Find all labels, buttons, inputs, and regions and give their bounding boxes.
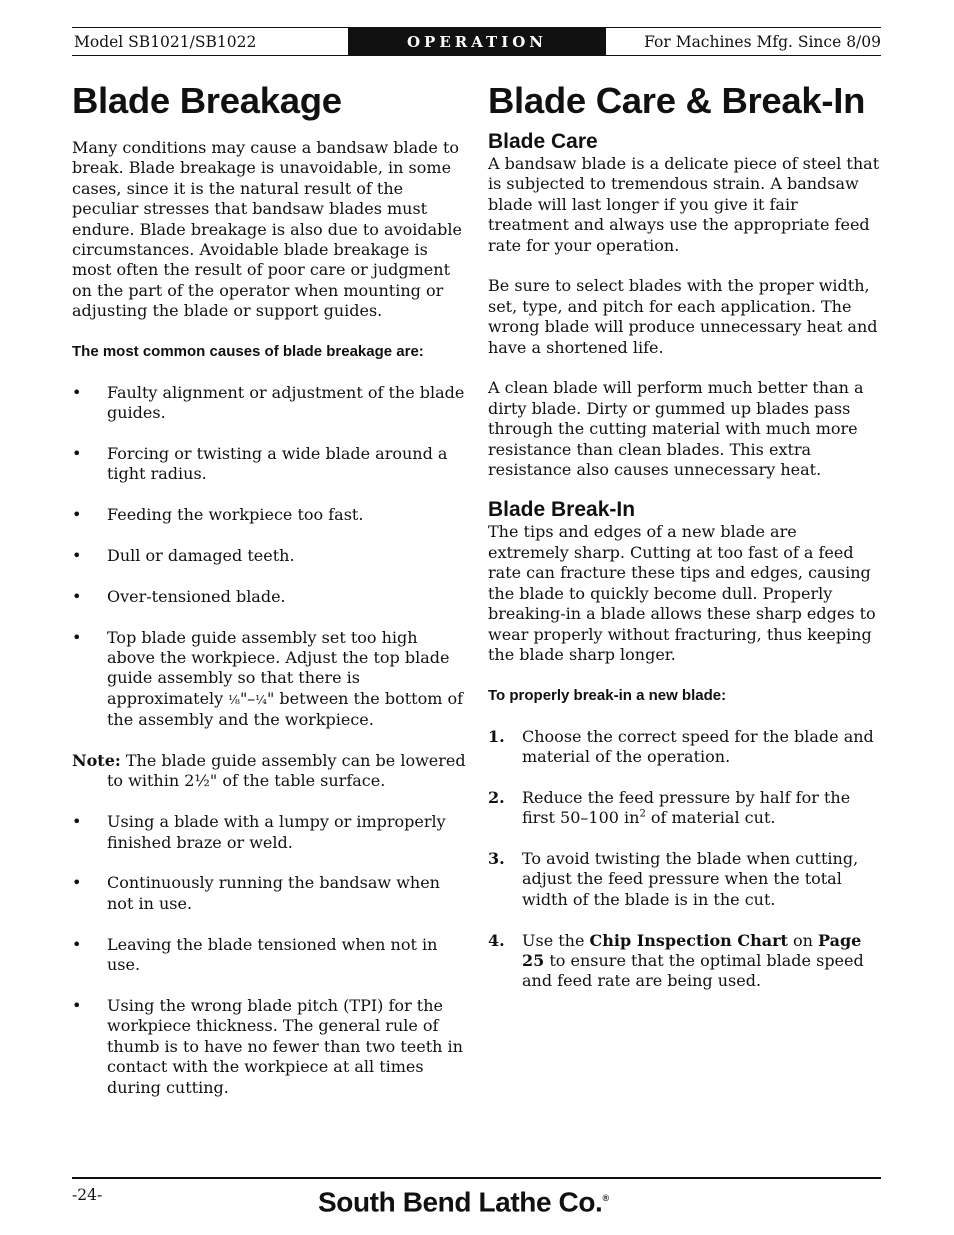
cause-text: [107, 628, 463, 730]
machines-label: For Machines Mfg. Since 8/09: [644, 32, 881, 51]
care-paragraph-2: Be sure to select blades with the proper width, set, type, and pitch for each application. The wrong blade will produce unnecessary heat and have a shortened life.: [488, 276, 878, 357]
cause-text: Using the wrong blade pitch (TPI) for the workpiece thickness. The general rule of thumb is to have no fewer than two teeth in contact with the workpiece at all times during cutting.: [107, 995, 463, 1097]
brand-logo: [318, 1178, 609, 1222]
page-ref: Page 25: [522, 930, 862, 970]
step-number: 4.: [488, 930, 505, 950]
list-item: [72, 935, 467, 976]
bullet: •: [72, 995, 82, 1015]
steps-lead: To properly break-in a new blade:: [488, 686, 727, 704]
guide-cause-pre: Top blade guide assembly set too high above the workpiece. Adjust the top blade guide assembly so that there is approximately: [107, 627, 450, 708]
guide-cause-mid: "–: [239, 688, 256, 708]
breakage-intro: Many conditions may cause a bandsaw blade to break. Blade breakage is unavoidable, in some cases, since it is the natural result of the peculiar stresses that bandsaw blades must endure. Blade breakage is also due to avoidable circumstances. Avoidable blade breakage is most often the result of poor care or judgment on the part of the operator when mounting or adjusting the blade or support guides.: [72, 138, 462, 321]
model-label: Model SB1021/SB1022: [74, 32, 257, 51]
step2-post: of material cut.: [645, 808, 776, 828]
blade-care-heading: Blade Care: [488, 130, 598, 153]
bullet: •: [72, 444, 82, 464]
causes-list-a: [72, 383, 467, 731]
list-item: [72, 873, 467, 914]
list-item: [72, 444, 467, 485]
bullet: •: [72, 934, 82, 954]
step2-pre: Reduce the feed pressure by half for the first 50–100 in: [522, 787, 851, 828]
cause-text: Leaving the blade tensioned when not in use.: [107, 934, 438, 975]
step-text: [522, 788, 850, 827]
care-paragraph-1: A bandsaw blade is a delicate piece of steel that is subjected to tremendous strain. A bandsaw blade will last longer if you give it fair treatment and always use the appropriate feed rate for your operation.: [488, 154, 880, 255]
step-text: [522, 931, 864, 991]
step-text: Choose the correct speed for the blade and material of the operation.: [522, 726, 874, 766]
step4-a: Use the: [522, 930, 590, 950]
cause-text: Forcing or twisting a wide blade around a tight radius.: [107, 444, 448, 484]
page-number: -24-: [72, 1186, 103, 1204]
list-item: [72, 812, 467, 853]
list-item: [72, 996, 467, 1098]
bullet: •: [72, 546, 82, 566]
section-tab: OPERATION: [348, 28, 606, 55]
blade-break-in-heading: Blade Break-In: [488, 498, 636, 522]
list-item: [488, 788, 882, 829]
step-number: 1.: [488, 726, 505, 746]
blade-breakage-title: Blade Breakage: [72, 80, 342, 121]
list-item: [72, 383, 467, 424]
right-column: [488, 78, 882, 1012]
bullet: •: [72, 873, 82, 893]
list-item: [72, 628, 467, 731]
break-in-steps: [488, 727, 882, 992]
break-in-paragraph: The tips and edges of a new blade are extremely sharp. Cutting at too fast of a feed rate can fracture these tips and edges, causing the blade to quickly become dull. Properly breaking-in a blade allows these sharp edges to wear properly without fracturing, thus keeping the blade sharp longer.: [488, 522, 876, 664]
list-item: [488, 931, 882, 992]
fraction-quarter: ¼: [255, 692, 267, 707]
chip-inspection-chart-ref: Chip Inspection Chart: [589, 930, 788, 950]
cause-text: Dull or damaged teeth.: [107, 546, 295, 566]
cause-text: Over-tensioned blade.: [107, 586, 286, 606]
cause-text: Feeding the workpiece too fast.: [107, 505, 364, 525]
list-item: [72, 587, 467, 607]
list-item: [488, 727, 882, 768]
note-label: Note:: [72, 751, 121, 771]
cause-text: Continuously running the bandsaw when not in use.: [107, 873, 440, 913]
section-spacer: [488, 480, 882, 498]
registered-mark: ®: [602, 1193, 609, 1203]
causes-lead: The most common causes of blade breakage are:: [72, 343, 424, 361]
list-item: [72, 546, 467, 566]
squared-superscript: 2: [639, 808, 646, 820]
care-paragraph-3: A clean blade will perform much better than a dirty blade. Dirty or gummed up blades pass through the cutting material with much more resistance than clean blades. This extra resistance also causes unnecessary heat.: [488, 378, 864, 480]
step4-c: on: [787, 930, 818, 950]
cause-text: Using a blade with a lumpy or improperly finished braze or weld.: [107, 812, 446, 852]
guide-cause-post: " between the bottom of the assembly and the workpiece.: [107, 688, 464, 730]
bullet: •: [72, 586, 82, 606]
bullet: •: [72, 505, 82, 525]
step-number: 2.: [488, 787, 505, 807]
page-header: [72, 27, 881, 56]
blade-care-title: Blade Care & Break-In: [488, 80, 866, 121]
guide-note: [72, 751, 467, 792]
causes-list-b: [72, 812, 467, 1098]
step-text: To avoid twisting the blade when cutting, adjust the feed pressure when the total width of the blade is in the cut.: [522, 848, 859, 909]
left-column: [72, 78, 467, 1118]
list-item: [72, 505, 467, 525]
fraction-eighth: ⅛: [228, 692, 240, 707]
cause-text: Faulty alignment or adjustment of the blade guides.: [107, 382, 465, 423]
bullet: •: [72, 627, 82, 647]
list-item: [488, 849, 882, 910]
step4-e: to ensure that the optimal blade speed and feed rate are being used.: [522, 950, 864, 991]
note-text: The blade guide assembly can be lowered to within 2½" of the table surface.: [107, 751, 466, 791]
step-number: 3.: [488, 848, 505, 868]
brand-name: South Bend Lathe Co.: [318, 1186, 603, 1218]
bullet: •: [72, 382, 82, 402]
bullet: •: [72, 812, 82, 832]
